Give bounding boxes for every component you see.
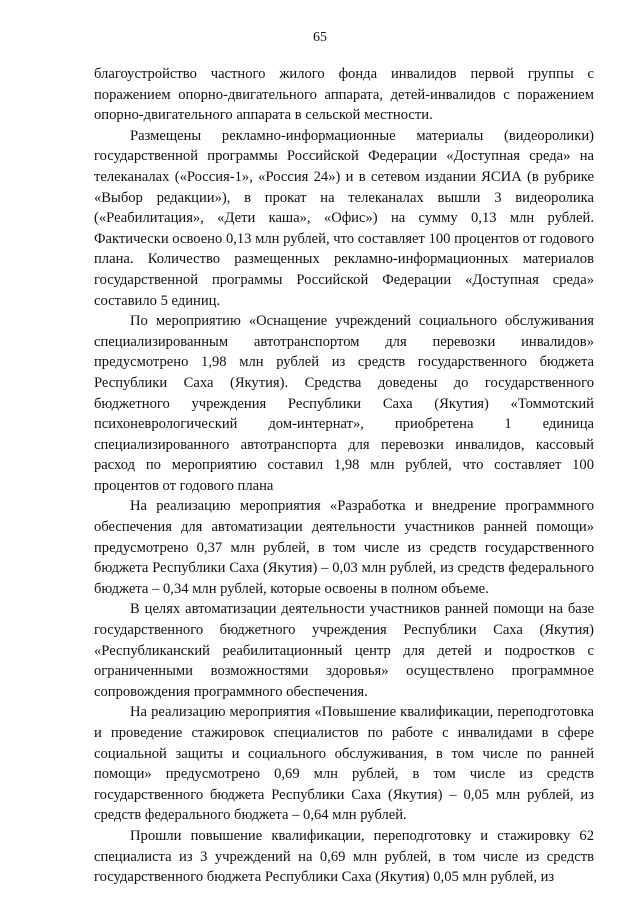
paragraph-advertising-materials: Размещены рекламно-информационные материалы (видеоролики) государственной программы Российской Федерации «Доступная среда» на телеканалах («Россия-1», «Россия 24») и в сетевом издании ЯСИА (в рубрике «Выбор редакции»), в прокат на телеканалах вышли 3 видеоролика («Реабилитация», «Дети каша», «Офис») на сумму 0,13 млн рублей. Фактически освоено 0,13 млн рублей, что составляет 100 процентов от годового плана. Количество размещенных рекламно-информационных материалов государственной программы Российской Федерации «Доступная среда» составило 5 единиц. [94, 127, 594, 309]
document-body [94, 64, 594, 888]
page-number: 65 [313, 30, 327, 45]
paragraph-software-development: На реализацию мероприятия «Разработка и внедрение программного обеспечения для автоматизации деятельности участников ранней помощи» предусмотрено 0,37 млн рублей, в том числе из средств государственного бюджета Республики Саха (Якутия) – 0,03 млн рублей, из средств федерального бюджета – 0,34 млн рублей, которые освоены в полном объеме. [94, 498, 594, 597]
paragraph-qualification-training: На реализацию мероприятия «Повышение квалификации, переподготовка и проведение стажировок специалистов по работе с инвалидами в сфере социальной защиты и социального обслуживания, в том числе по ранней помощи» предусмотрено 0,69 млн рублей, в том числе из средств государственного бюджета Республики Саха (Якутия) – 0,05 млн рублей, из средств федерального бюджета – 0,64 млн рублей. [94, 704, 594, 824]
paragraph-continued: благоустройство частного жилого фонда инвалидов первой группы с поражением опорно-двигательного аппарата, детей-инвалидов с поражением опорно-двигательного аппарата в сельской местности. [94, 66, 594, 124]
paragraph-automation-early-help: В целях автоматизации деятельности участников ранней помощи на базе государственного бюджетного учреждения Республики Саха (Якутия) «Республиканский реабилитационный центр для детей и подростков с ограниченными возможностями здоровья» осуществлено программное сопровождения программного обеспечения. [94, 601, 594, 700]
paragraph-training-results: Прошли повышение квалификации, переподготовку и стажировку 62 специалиста из 3 учреждений на 0,69 млн рублей, в том числе из средств государственного бюджета Республики Саха (Якутия) 0,05 млн рублей, из [94, 827, 594, 886]
paragraph-transport-equipment: По мероприятию «Оснащение учреждений социального обслуживания специализированным автотранспортом для перевозки инвалидов» предусмотрено 1,98 млн рублей из средств государственного бюджета Республики Саха (Якутия). Средства доведены до государственного бюджетного учреждения Республики Саха (Якутия) «Томмотский психоневрологический дом-интернат», приобретена 1 единица специализированного автотранспорта для перевозки инвалидов, кассовый расход по мероприятию составил 1,98 млн рублей, что составляет 100 процентов от годового плана [94, 313, 594, 494]
